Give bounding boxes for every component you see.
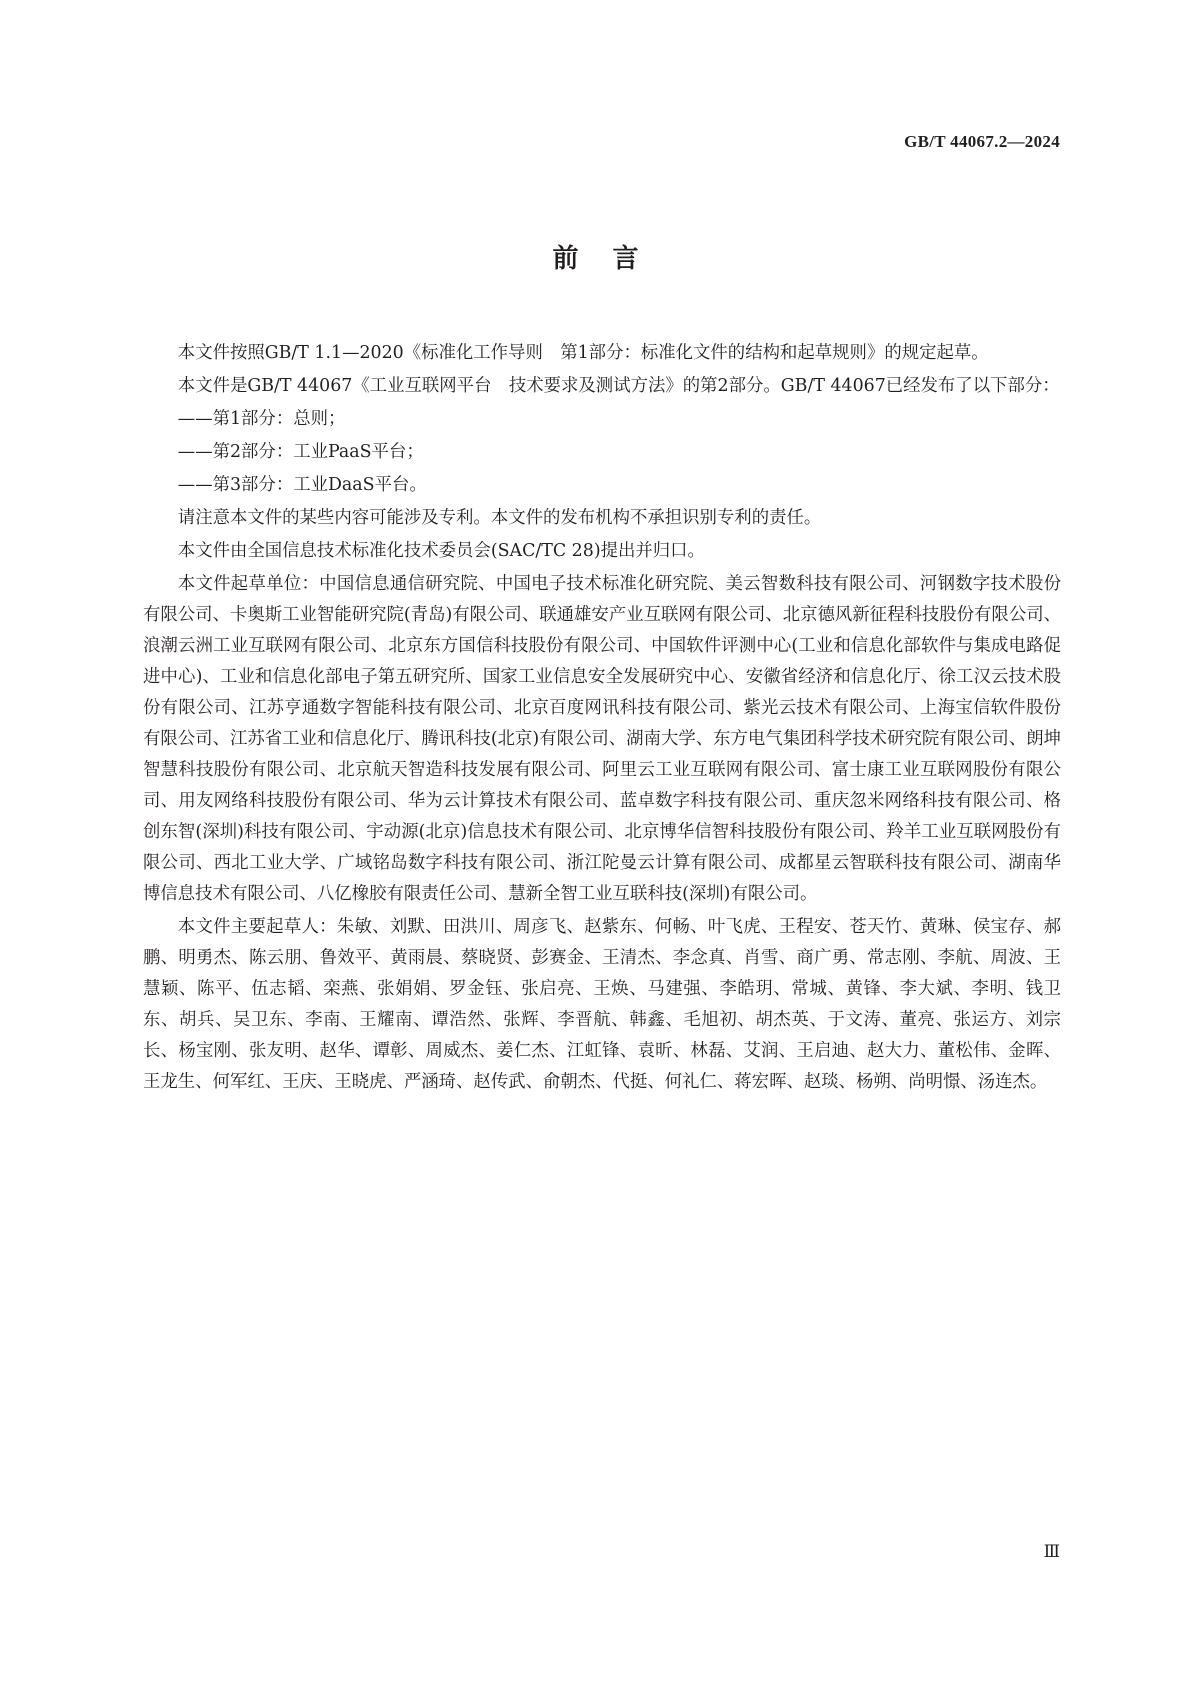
standard-number: GB/T 44067.2—2024 [904,132,1060,151]
paragraph-patent-notice: 请注意本文件的某些内容可能涉及专利。本文件的发布机构不承担识别专利的责任。 [177,508,822,528]
paragraph-proposer: 本文件由全国信息技术标准化技术委员会(SAC/TC 28)提出并归口。 [177,541,705,561]
page-number: Ⅲ [1043,1542,1060,1561]
paragraph-drafters: 本文件主要起草人：朱敏、刘默、田洪川、周彦飞、赵紫东、何畅、叶飞虎、王程安、苍天竹、黄琳、侯宝存、郝鹏、明勇杰、陈云朋、鲁效平、黄雨晨、蔡晓贤、彭赛金、王清杰、李念真、肖雪、商广勇、常志刚、李航、周波、王慧颖、陈平、伍志韬、栾燕、张娟娟、罗金钰、张启亮、王焕、马建强、李皓玥、常城、黄锋、李大斌、李明、钱卫东、胡兵、吴卫东、李南、王耀南、谭浩然、张辉、李晋航、韩鑫、毛旭初、胡杰英、于文涛、董亮、张运方、刘宗长、杨宝刚、张友明、赵华、谭彰、周威杰、姜仁杰、江虹锋、袁昕、林磊、艾润、王启迪、赵大力、董松伟、金晖、王龙生、何军红、王庆、王晓虎、严涵琦、赵传武、俞朝杰、代挺、何礼仁、蒋宏晖、赵琰、杨朔、尚明憬、汤连杰。 [143,917,1061,1092]
list-item-part-1: ——第1部分：总则； [177,409,346,429]
paragraph-drafting-rules: 本文件按照GB/T 1.1—2020《标准化工作导则 第1部分：标准化文件的结构和起草规则》的规定起草。 [177,343,989,363]
list-item-part-3: ——第3部分：工业DaaS平台。 [177,475,427,495]
paragraph-drafting-units: 本文件起草单位：中国信息通信研究院、中国电子技术标准化研究院、美云智数科技有限公司、河钢数字技术股份有限公司、卡奥斯工业智能研究院(青岛)有限公司、联通雄安产业互联网有限公司、北京德风新征程科技股份有限公司、浪潮云洲工业互联网有限公司、北京东方国信科技股份有限公司、中国软件评测中心(工业和信息化部软件与集成电路促进中心)、工业和信息化部电子第五研究所、国家工业信息安全发展研究中心、安徽省经济和信息化厅、徐工汉云技术股份有限公司、江苏亨通数字智能科技有限公司、北京百度网讯科技有限公司、紫光云技术有限公司、上海宝信软件股份有限公司、江苏省工业和信息化厅、腾讯科技(北京)有限公司、湖南大学、东方电气集团科学技术研究院有限公司、朗坤智慧科技股份有限公司、北京航天智造科技发展有限公司、阿里云工业互联网有限公司、富士康工业互联网股份有限公司、用友网络科技股份有限公司、华为云计算技术有限公司、蓝卓数字科技有限公司、重庆忽米网络科技有限公司、格创东智(深圳)科技有限公司、宇动源(北京)信息技术有限公司、北京博华信智科技股份有限公司、羚羊工业互联网股份有限公司、西北工业大学、广域铭岛数字科技有限公司、浙江陀曼云计算有限公司、成都星云智联科技有限公司、湖南华博信息技术有限公司、八亿橡胶有限责任公司、慧新全智工业互联科技(深圳)有限公司。 [143,574,1061,904]
paragraph-parts-intro: 本文件是GB/T 44067《工业互联网平台 技术要求及测试方法》的第2部分。GB/T 44067已经发布了以下部分： [177,376,1060,396]
page-title: 前言 [552,244,673,274]
document-body [143,338,1061,1100]
list-item-part-2: ——第2部分：工业PaaS平台； [177,442,424,462]
